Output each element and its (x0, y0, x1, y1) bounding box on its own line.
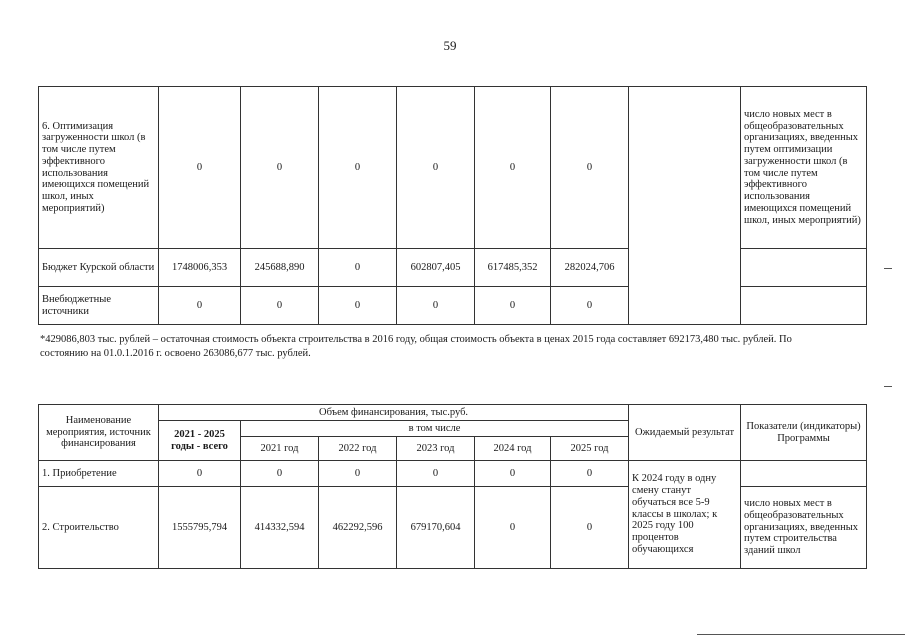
expected-result-cell (629, 87, 741, 325)
value-2024: 0 (475, 87, 551, 249)
value-2025: 0 (551, 461, 629, 487)
header-year: 2021 год (241, 437, 319, 461)
value-2022: 0 (319, 249, 397, 287)
header-year: 2024 год (475, 437, 551, 461)
financing-table (38, 404, 867, 569)
value-2025: 282024,706 (551, 249, 629, 287)
page-number: 59 (443, 38, 457, 53)
table-row (39, 249, 867, 287)
value-2022: 462292,596 (319, 487, 397, 569)
value-total: 1555795,794 (159, 487, 241, 569)
value-2021: 0 (241, 87, 319, 249)
value-2023: 679170,604 (397, 487, 475, 569)
table-row (39, 87, 867, 249)
row-name: 1. Приобретение (39, 461, 159, 487)
value-2022: 0 (319, 287, 397, 325)
scan-mark (884, 386, 892, 387)
value-2024: 0 (475, 461, 551, 487)
indicator-cell (741, 287, 867, 325)
scan-mark (884, 268, 892, 269)
table-row (39, 461, 867, 487)
value-2024: 0 (475, 287, 551, 325)
indicator-cell: число новых мест в общеобразовательных организациях, введенных путем строительства зданий школ (741, 487, 867, 569)
value-2023: 0 (397, 461, 475, 487)
header-indicators: Показатели (индикаторы) Программы (741, 405, 867, 461)
value-2022: 0 (319, 461, 397, 487)
header-year: 2025 год (551, 437, 629, 461)
value-total: 0 (159, 287, 241, 325)
value-2024: 617485,352 (475, 249, 551, 287)
indicator-cell (741, 461, 867, 487)
value-2023: 602807,405 (397, 249, 475, 287)
value-2021: 414332,594 (241, 487, 319, 569)
header-year: 2022 год (319, 437, 397, 461)
expected-result: К 2024 году в одну смену станут обучаться все 5-9 классы в школах; к 2025 году 100 процентов обучающихся (629, 461, 741, 569)
value-2021: 0 (241, 287, 319, 325)
value-2025: 0 (551, 487, 629, 569)
indicator-cell (741, 249, 867, 287)
row-name: Бюджет Курской области (39, 249, 159, 287)
value-2022: 0 (319, 87, 397, 249)
value-2024: 0 (475, 487, 551, 569)
scan-mark (697, 634, 905, 635)
header-expected: Ожидаемый результат (629, 405, 741, 461)
value-2023: 0 (397, 87, 475, 249)
footnote: *429086,803 тыс. рублей – остаточная стоимость объекта строительства в 2016 году, общая стоимость объекта в ценах 2015 года составляет 692173,480 тыс. рублей. По состоянию на 01.0.1.2016 г. освоено 263086,677 тыс. рублей. (40, 334, 792, 359)
header-row (39, 405, 867, 421)
header-including: в том числе (241, 421, 629, 437)
header-name: Наименование мероприятия, источник финансирования (39, 405, 159, 461)
value-2023: 0 (397, 287, 475, 325)
header-financing: Объем финансирования, тыс.руб. (159, 405, 629, 421)
value-2025: 0 (551, 287, 629, 325)
value-total: 1748006,353 (159, 249, 241, 287)
row-name: 2. Строительство (39, 487, 159, 569)
financing-table-continuation (38, 86, 867, 325)
row-name: 6. Оптимизация загруженности школ (в том числе путем эффективного использования имеющихся помещений школ, иных мероприятий) (39, 87, 159, 249)
header-year: 2023 год (397, 437, 475, 461)
value-total: 0 (159, 87, 241, 249)
header-total: 2021 - 2025 годы - всего (159, 421, 241, 461)
value-total: 0 (159, 461, 241, 487)
value-2021: 245688,890 (241, 249, 319, 287)
table-row (39, 287, 867, 325)
indicator-cell: число новых мест в общеобразовательных организациях, введенных путем оптимизации загруженности школ (в том числе путем эффективного использования имеющихся помещений школ, иных мероприятий) (741, 87, 867, 249)
value-2025: 0 (551, 87, 629, 249)
value-2021: 0 (241, 461, 319, 487)
table-row (39, 487, 867, 569)
row-name: Внебюджетные источники (39, 287, 159, 325)
